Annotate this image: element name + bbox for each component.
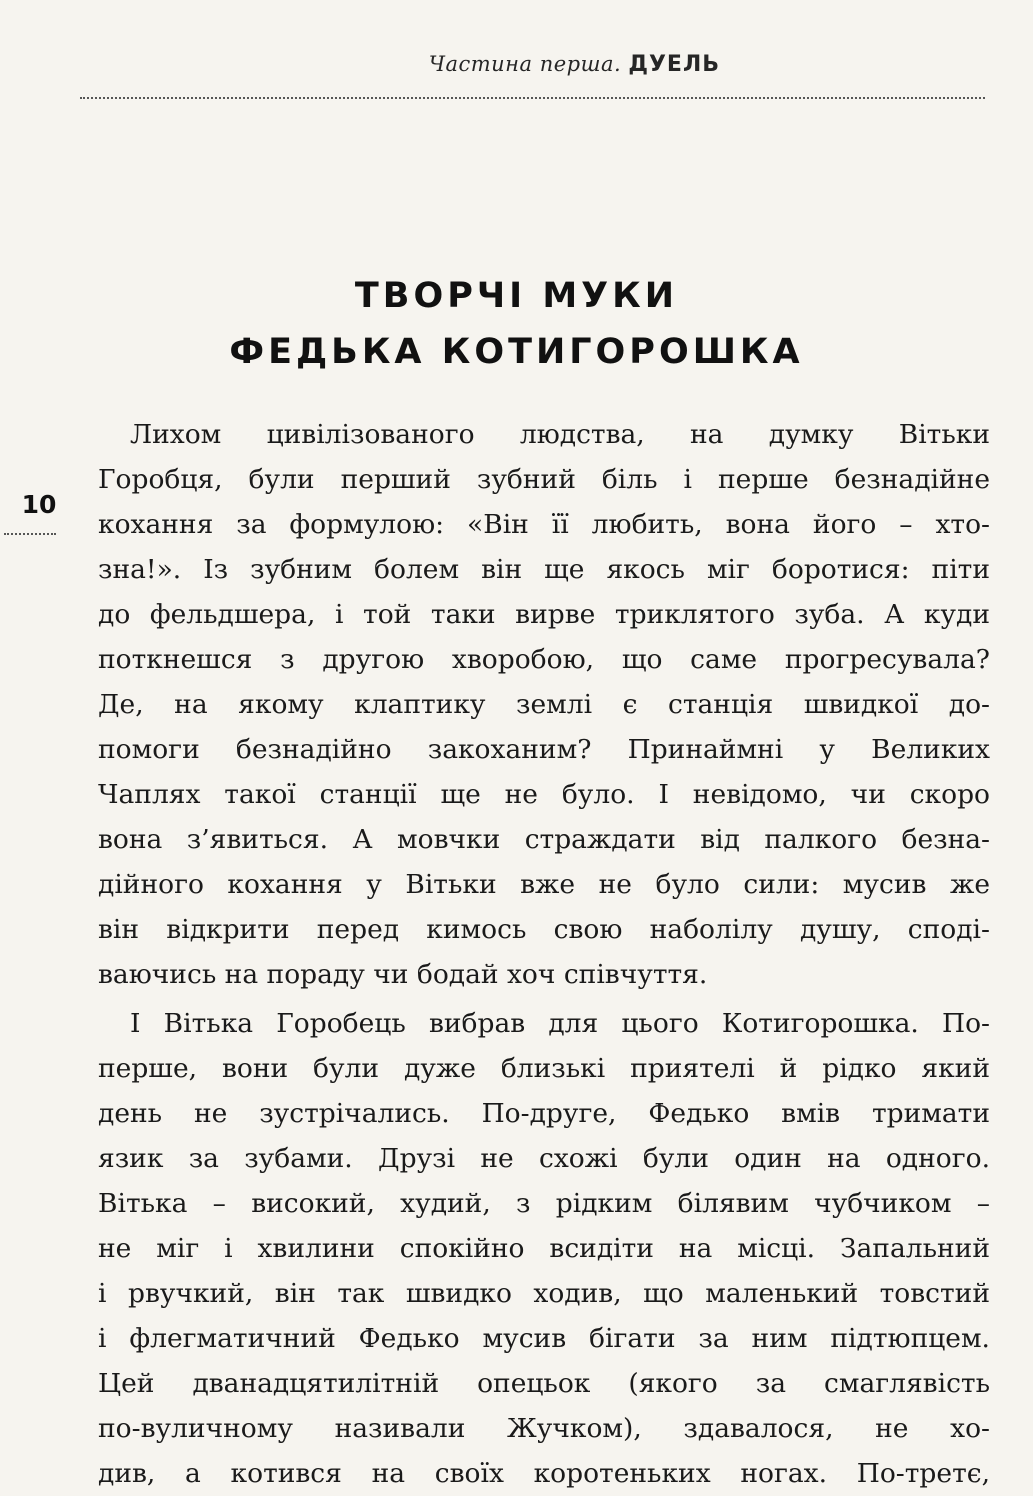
text-line: Чаплях такої станції ще не було. І невідомо, чи скоро: [98, 779, 990, 810]
text-line: ваючись на пораду чи бодай хоч співчуття.: [98, 959, 708, 990]
text-line: день не зустрічались. По-друге, Федько вмів тримати: [98, 1098, 990, 1129]
text-line: Лихом цивілізованого людства, на думку Вітьки: [130, 419, 990, 450]
part-title: ДУЕЛЬ: [628, 52, 720, 77]
chapter-title-line-2: ФЕДЬКА КОТИГОРОШКА: [229, 332, 804, 372]
text-line: див, а котився на своїх коротеньких ногах. По-третє,: [98, 1458, 990, 1489]
body-text: [98, 412, 990, 1496]
chapter-title-line-1: ТВОРЧІ МУКИ: [354, 276, 679, 316]
text-line: помоги безнадійно закоханим? Принаймні у Великих: [98, 734, 990, 765]
text-line: він відкрити перед кимось свою наболілу душу, сподi-: [98, 914, 990, 945]
chapter-title: [0, 268, 1033, 380]
text-line: Цей дванадцятилітній опецьок (якого за смаглявість: [98, 1368, 990, 1399]
text-line: Вітька – високий, худий, з рідким білявим чубчиком –: [98, 1188, 990, 1219]
text-line: кохання за формулою: «Він її любить, вона його – хто-: [98, 509, 990, 540]
text-line: І Вітька Горобець вибрав для цього Котигорошка. По-: [130, 1008, 990, 1039]
text-line: до фельдшера, і той таки вирве триклятого зуба. А куди: [98, 599, 990, 630]
text-line: не міг і хвилини спокійно всидіти на місці. Запальний: [98, 1233, 990, 1264]
text-line: Горобця, були перший зубний біль і перше безнадійне: [98, 464, 990, 495]
part-label: Частина перша.: [428, 52, 622, 76]
text-line: і флегматичний Федько мусив бігати за ним підтюпцем.: [98, 1323, 990, 1354]
text-line: дійного кохання у Вітьки вже не було сили: мусив же: [98, 869, 990, 900]
running-header: [80, 52, 985, 77]
text-line: вона з’явиться. А мовчки страждати від палкого безна-: [98, 824, 990, 855]
text-line: по-вуличному називали Жучком), здавалося, не хо-: [98, 1413, 990, 1444]
page-number-dotted-rule: [4, 533, 56, 535]
text-line: зна!». Із зубним болем він ще якось міг боротися: піти: [98, 554, 990, 585]
text-line: перше, вони були дуже близькі приятелі й рідко який: [98, 1053, 990, 1084]
text-line: і рвучкий, він так швидко ходив, що маленький товстий: [98, 1278, 990, 1309]
text-line: язик за зубами. Друзі не схожі були один на одного.: [98, 1143, 990, 1174]
text-line: Де, на якому клаптику землі є станція швидкої до-: [98, 689, 990, 720]
page-number: 10: [21, 490, 57, 519]
text-line: поткнешся з другою хворобою, що саме прогресувала?: [98, 644, 990, 675]
header-dotted-rule: [80, 97, 985, 99]
